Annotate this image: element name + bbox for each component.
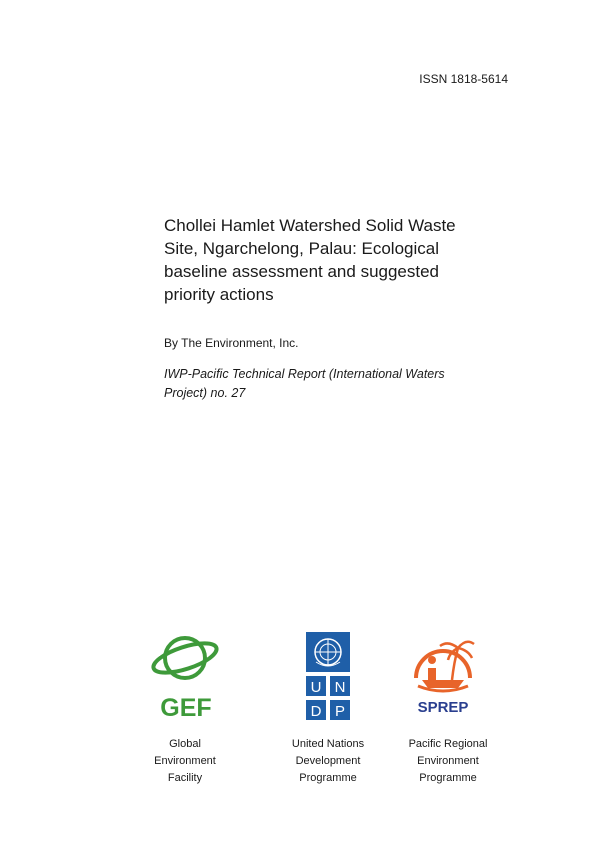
- undp-letter-p: P: [334, 703, 346, 720]
- gef-caption: [130, 736, 240, 787]
- gef-caption-line: Environment: [154, 755, 216, 767]
- sprep-caption: [393, 736, 503, 787]
- sprep-caption-line: Programme: [419, 772, 477, 784]
- gef-caption-line: Facility: [167, 772, 203, 784]
- undp-letter-d: D: [310, 703, 322, 720]
- gef-caption-line: Global: [169, 738, 201, 750]
- sprep-caption-line: Pacific Regional: [408, 738, 488, 750]
- sprep-logo-text: SPREP: [417, 699, 469, 716]
- gef-logo: [148, 632, 224, 722]
- series-line: IWP-Pacific Technical Report (International Waters Project) no. 27: [164, 367, 445, 400]
- undp-caption: [273, 736, 383, 787]
- undp-icon: [306, 632, 350, 720]
- undp-logo: [306, 632, 350, 720]
- author-line: By The Environment, Inc.: [164, 336, 299, 350]
- undp-letter-n: N: [334, 679, 346, 696]
- gef-logo-text: GEF: [160, 694, 212, 722]
- sprep-palm-icon: [406, 634, 480, 718]
- gef-globe-icon: [148, 632, 224, 722]
- report-title: Chollei Hamlet Watershed Solid Waste Site, Ngarchelong, Palau: Ecological baseline assessment and suggested priority actions: [164, 216, 456, 304]
- issn-number: ISSN 1818-5614: [419, 72, 508, 86]
- sprep-logo: [406, 634, 480, 718]
- undp-caption-line: Development: [295, 755, 361, 767]
- sprep-caption-line: Environment: [417, 755, 479, 767]
- undp-caption-line: Programme: [299, 772, 357, 784]
- undp-letter-u: U: [310, 679, 322, 696]
- undp-caption-line: United Nations: [291, 738, 365, 750]
